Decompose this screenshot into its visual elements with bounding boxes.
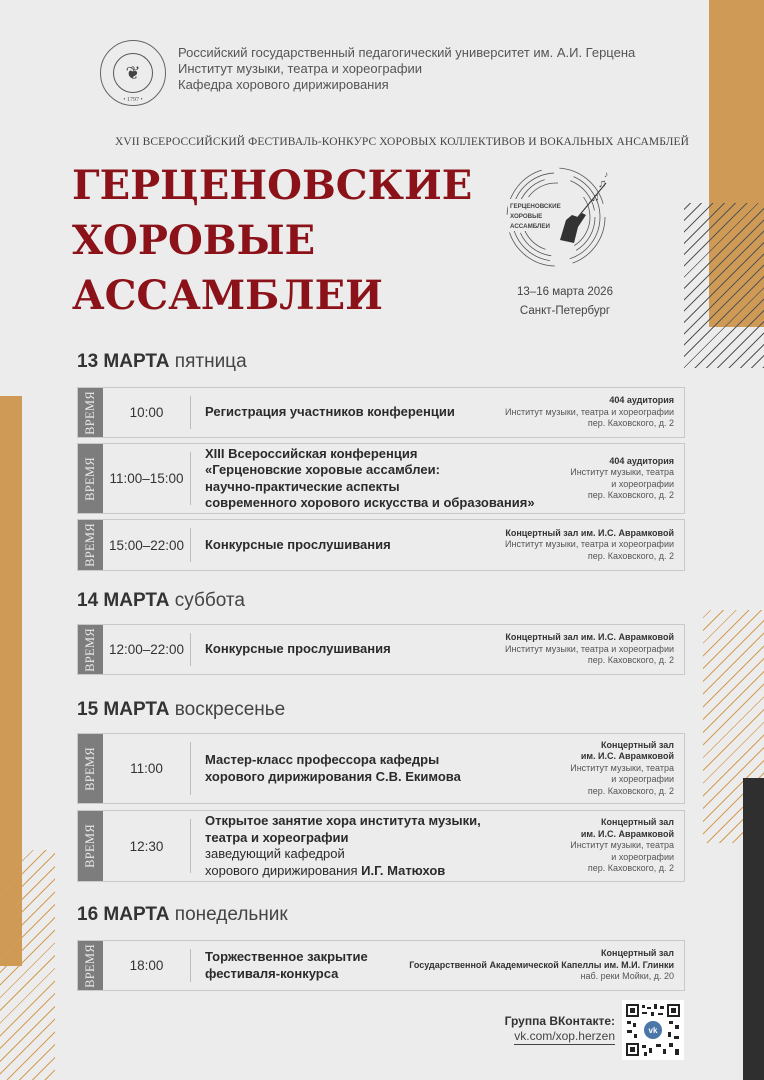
time-tag: ВРЕМЯ	[78, 444, 103, 513]
schedule-row	[77, 387, 685, 438]
decor-dark-bar-bottom-right	[743, 778, 764, 1080]
day-weekday: воскресенье	[174, 699, 286, 720]
svg-text:ГЕРЦЕНОВСКИЕ: ГЕРЦЕНОВСКИЕ	[510, 203, 561, 210]
event-venue: 404 аудитория Институт музыки, театра и хореографии пер. Каховского, д. 2	[505, 395, 674, 429]
day-heading-14-march	[77, 590, 245, 612]
event-title: Конкурсные прослушивания	[205, 641, 391, 657]
event-time: 10:00	[129, 405, 164, 420]
svg-text:♫: ♫	[598, 178, 607, 190]
eagle-emblem-icon: ❦	[113, 53, 153, 93]
event-venue: Концертный зал им. И.С. Аврамковой Институт музыки, театра и хореографии пер. Каховского, д. 2	[505, 527, 674, 561]
festival-dates-location	[490, 283, 640, 321]
event-time: 15:00–22:00	[108, 537, 185, 553]
day-date: 14 МАРТА	[77, 590, 170, 611]
event-title: Конкурсные прослушивания	[205, 536, 391, 552]
schedule-row	[77, 443, 685, 514]
day-weekday: понедельник	[174, 904, 288, 925]
svg-text:vk: vk	[648, 1026, 658, 1035]
day-date: 15 МАРТА	[77, 699, 170, 720]
svg-text:♪: ♪	[604, 170, 608, 179]
time-tag: ВРЕМЯ	[78, 388, 103, 437]
festival-logo-conductor-icon	[498, 165, 618, 270]
event-venue: 404 аудитория Институт музыки, театра и хореографии пер. Каховского, д. 2	[570, 455, 674, 500]
event-title: Торжественное закрытие фестиваля-конкурса	[205, 949, 368, 981]
svg-text:♫: ♫	[591, 192, 600, 204]
event-time: 18:00	[129, 958, 164, 973]
event-time: 12:00–22:00	[108, 642, 185, 657]
event-venue: Концертный зал им. И.С. Аврамковой Институт музыки, театра и хореографии пер. Каховского, д. 2	[570, 817, 674, 874]
university-name: Российский государственный педагогический университет им. А.И. Герцена	[178, 45, 636, 60]
festival-title	[72, 158, 472, 323]
festival-dates: 13–16 марта 2026	[517, 286, 613, 298]
time-tag: ВРЕМЯ	[78, 941, 103, 990]
schedule-row	[77, 519, 685, 571]
decor-hatch-gold-bottom-left	[0, 850, 55, 1080]
vk-link[interactable]: vk.com/xop.herzen	[514, 1029, 615, 1043]
event-title: Мастер-класс профессора кафедры хорового дирижирования С.В. Екимова	[205, 752, 461, 784]
time-tag: ВРЕМЯ	[78, 520, 103, 570]
vk-label: Группа ВКонтакте:	[504, 1014, 615, 1028]
event-time: 12:30	[129, 838, 164, 854]
day-date: 13 МАРТА	[77, 351, 170, 372]
title-line-3: АССАМБЛЕИ	[72, 272, 383, 319]
festival-city: Санкт-Петербург	[519, 305, 611, 317]
festival-subtitle: XVII ВСЕРОССИЙСКИЙ ФЕСТИВАЛЬ-КОНКУРС ХОРОВЫХ КОЛЛЕКТИВОВ И ВОКАЛЬНЫХ АНСАМБЛЕЙ	[115, 136, 690, 148]
decor-hatch-dark-top-right	[684, 203, 764, 368]
event-title: Регистрация участников конференции	[205, 404, 455, 420]
day-weekday: суббота	[174, 590, 245, 611]
event-venue: Концертный зал им. И.С. Аврамковой Институт музыки, театра и хореографии пер. Каховского, д. 2	[570, 739, 674, 796]
day-heading-13-march	[77, 351, 247, 373]
event-time: 11:00–15:00	[109, 471, 184, 486]
time-tag: ВРЕМЯ	[78, 734, 103, 803]
time-tag: ВРЕМЯ	[78, 811, 103, 881]
schedule-row	[77, 940, 685, 991]
svg-text:ХОРОВЫЕ: ХОРОВЫЕ	[510, 213, 543, 220]
event-time: 11:00	[130, 761, 163, 776]
schedule-row	[77, 810, 685, 882]
seal-year: • 1797 •	[123, 97, 143, 103]
qr-code-icon[interactable]	[622, 1000, 684, 1060]
day-date: 16 МАРТА	[77, 904, 170, 925]
day-weekday: пятница	[174, 351, 247, 372]
schedule-row	[77, 624, 685, 675]
svg-text:АССАМБЛЕИ: АССАМБЛЕИ	[510, 223, 550, 230]
event-venue: Концертный зал Государственной Академической Капеллы им. М.И. Глинки наб. реки Мойки, д. 20	[409, 948, 674, 982]
schedule-row	[77, 733, 685, 804]
university-seal-logo	[100, 40, 166, 106]
university-info	[178, 45, 635, 93]
event-title: XIII Всероссийская конференция «Герценовские хоровые ассамблеи: научно-практические аспекты современного хорового искусства и образования»	[205, 445, 535, 510]
title-line-2: ХОРОВЫЕ	[72, 217, 316, 264]
vk-group-info	[500, 1014, 615, 1045]
day-heading-15-march	[77, 699, 285, 721]
event-title: Открытое занятие хора института музыки, театра и хореографии заведующий кафедрой хорового дирижирования И.Г. Матюхов	[205, 813, 481, 878]
day-heading-16-march	[77, 904, 288, 926]
department-name: Кафедра хорового дирижирования	[178, 77, 389, 92]
time-tag: ВРЕМЯ	[78, 625, 103, 674]
event-venue: Концертный зал им. И.С. Аврамковой Институт музыки, театра и хореографии пер. Каховского, д. 2	[505, 632, 674, 666]
title-line-1: ГЕРЦЕНОВСКИЕ	[72, 162, 473, 209]
institute-name: Институт музыки, театра и хореографии	[178, 61, 423, 76]
